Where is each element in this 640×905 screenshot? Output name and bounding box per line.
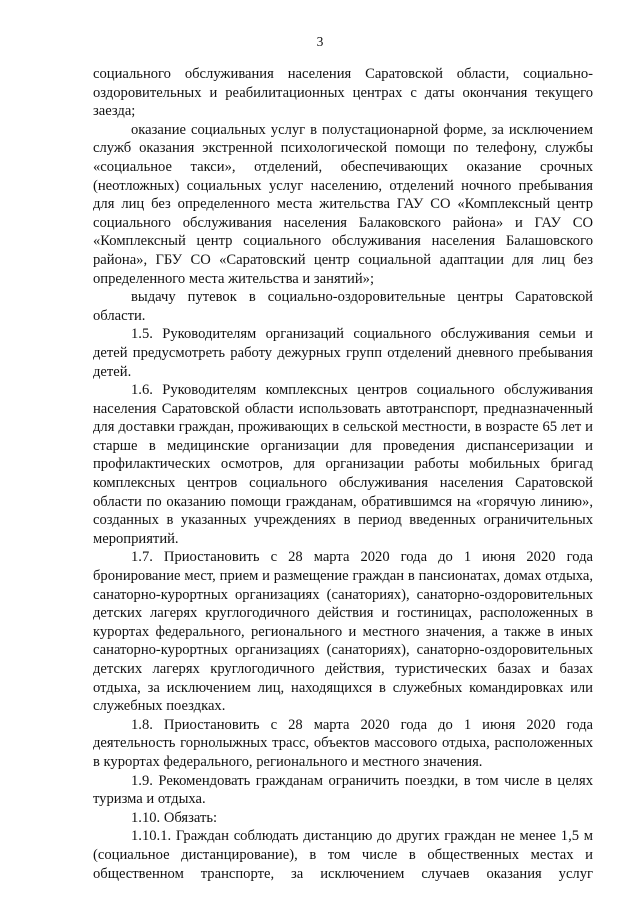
paragraph-1-8: 1.8. Приостановить с 28 марта 2020 года до 1 июня 2020 года деятельность горнолыжных трасс, объектов массового отдыха, расположенных в курортах федерального, регионального и местного значения. — [93, 716, 593, 770]
document-body — [93, 65, 593, 883]
paragraph-semistationary-services: оказание социальных услуг в полустационарной форме, за исключением служб оказания экстренной психологической помощи по телефону, службы «социальное такси», отделений, обеспечивающих оказание срочных (неотложных) социальных услуг населению, отделений ночного пребывания для лиц без определенного места жительства ГАУ СО «Комплексный центр социального обслуживания населения Балаковского района» и ГАУ СО «Комплексный центр социального обслуживания населения Балашовского района», ГБУ СО «Саратовский центр социальной адаптации для лиц без определенного места жительства и занятий»; — [93, 121, 593, 287]
paragraph-1-10: 1.10. Обязать: — [131, 809, 218, 826]
paragraph-1-5: 1.5. Руководителям организаций социального обслуживания семьи и детей предусмотреть работу дежурных групп отделений дневного пребывания детей. — [93, 326, 593, 380]
paragraph-vouchers: выдачу путевок в социально-оздоровительные центры Саратовской области. — [93, 289, 593, 324]
paragraph-1-6: 1.6. Руководителям комплексных центров социального обслуживания населения Саратовской области использовать автотранспорт, предназначенный для доставки граждан, проживающих в сельской местности, в возрасте 65 лет и старше в медицинские организации для проведения диспансеризации и профилактических осмотров, для организации работы мобильных бригад комплексных центров социального обслуживания населения Саратовской области по оказанию помощи гражданам, обратившимся на «горячую линию», созданных в указанных учреждениях в период введенных ограничительных мероприятий. — [93, 382, 593, 547]
page-number: 3 — [316, 34, 324, 49]
paragraph-1-7: 1.7. Приостановить с 28 марта 2020 года до 1 июня 2020 года бронирование мест, прием и размещение граждан в пансионатах, домах отдыха, санаторно-курортных организациях (санаториях), санаторно-оздоровительных детских лагерях круглогодичного действия и гостиницах, расположенных в курортах федерального, регионального и местного значения, а также в иных санаторно-курортных организациях (санаториях), санаторно-оздоровительных детских лагерях круглогодичного действия, туристических базах и базах отдыха, за исключением лиц, находящихся в служебных командировках или служебных поездках. — [93, 549, 593, 715]
paragraph-continuation: социального обслуживания населения Саратовской области, социально-оздоровительных и реабилитационных центрах с даты окончания текущего заезда; — [93, 66, 593, 120]
paragraph-1-9: 1.9. Рекомендовать гражданам ограничить поездки, в том числе в целях туризма и отдыха. — [93, 772, 593, 808]
paragraph-1-10-1: 1.10.1. Граждан соблюдать дистанцию до других граждан не менее 1,5 м (социальное дистанцирование), в том числе в общественных местах и общественном транспорте, за исключением случаев оказания услуг — [93, 828, 593, 882]
